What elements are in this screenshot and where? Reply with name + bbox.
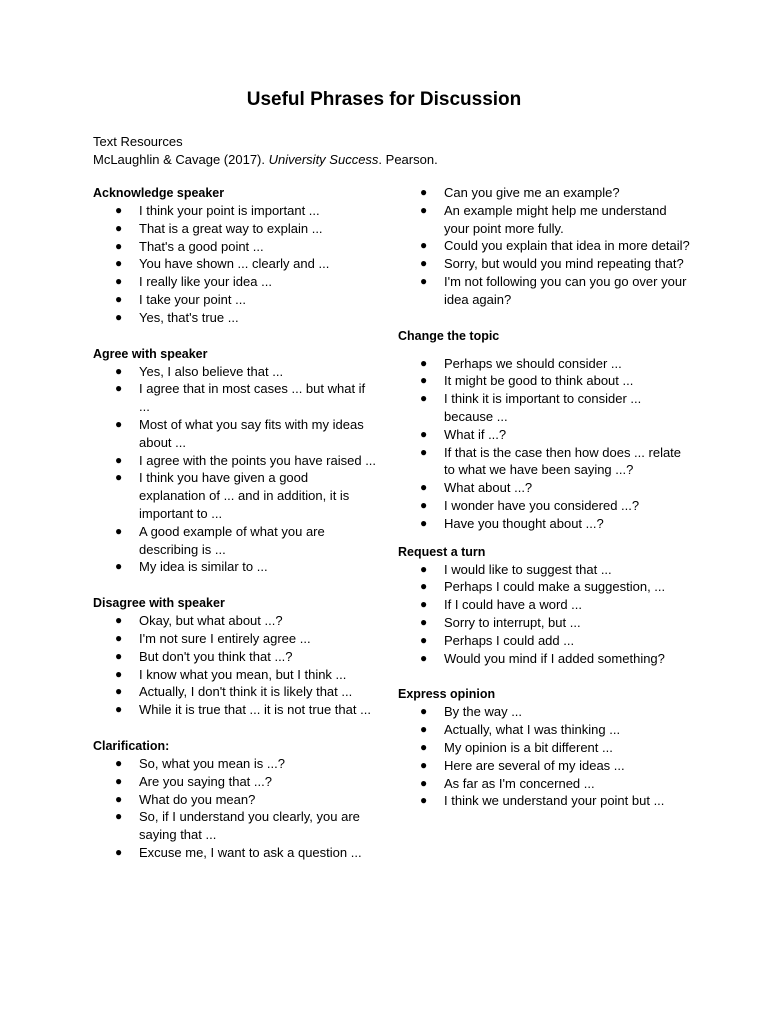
phrase-text: That's a good point ... [139,238,264,254]
bullet-icon: ● [420,739,428,754]
section-heading: Acknowledge speaker [93,185,225,200]
phrase-text: But don't you think that ...? [139,648,293,664]
list-item [398,757,693,775]
bullet-icon: ● [115,309,123,324]
bullet-icon: ● [115,452,123,467]
phrase-text: I know what you mean, but I think ... [139,666,347,682]
phrase-text: You have shown ... clearly and ... [139,256,330,272]
list-item [398,255,693,273]
list-item [93,309,378,327]
section-clarification [93,737,378,862]
phrase-text: Excuse me, I want to ask a question ... [139,844,362,860]
phrase-list [93,202,378,327]
section-heading: Express opinion [398,686,496,702]
phrase-text: Most of what you say fits with my ideas about ... [139,416,364,450]
bullet-icon: ● [115,684,123,699]
list-item [93,773,378,791]
phrase-text: I really like your idea ... [139,274,272,290]
bullet-icon: ● [420,444,428,459]
list-item [398,184,693,202]
bullet-icon: ● [420,515,428,530]
phrase-text: Actually, what I was thinking ... [444,722,621,738]
bullet-icon: ● [115,666,123,681]
bullet-icon: ● [115,203,123,217]
section-heading: Agree with speaker [93,345,208,361]
list-item [398,515,693,533]
phrase-list [398,561,693,668]
bullet-icon: ● [420,185,428,199]
list-item [398,237,693,255]
phrase-text: If I could have a word ... [444,597,583,613]
bullet-icon: ● [420,775,428,790]
list-item [398,355,693,373]
list-item [398,561,693,579]
section-change-the-topic [398,327,693,533]
reference-book-title: University Success [268,152,379,167]
list-item [398,632,693,650]
list-item [93,558,378,576]
bullet-icon: ● [420,238,428,253]
bullet-icon: ● [420,650,428,665]
phrase-text: I agree with the points you have raised ... [139,452,377,468]
page-title: Useful Phrases for Discussion [246,89,522,110]
list-item [93,648,378,666]
phrase-text: As far as I'm concerned ... [444,775,595,791]
bullet-icon: ● [115,559,123,574]
bullet-icon: ● [420,561,428,576]
section-express-opinion [398,685,693,810]
phrase-text: My opinion is a bit different ... [444,739,613,755]
bullet-icon: ● [420,355,428,370]
list-item [93,291,378,309]
bullet-icon: ● [420,793,428,808]
section-acknowledge-speaker [93,184,378,327]
list-item [93,273,378,291]
list-item [398,614,693,632]
phrase-text: Sorry, but would you mind repeating that? [444,256,684,272]
phrase-text: I take your point ... [139,291,246,307]
phrase-text: So, what you mean is ...? [139,755,285,771]
list-item [93,523,378,559]
bullet-icon: ● [115,523,123,538]
bullet-icon: ● [115,630,123,645]
phrase-text: I think we understand your point but ... [444,793,665,809]
phrase-text: It might be good to think about ... [444,373,634,389]
bullet-icon: ● [420,426,428,441]
section-heading: Clarification: [93,737,170,753]
list-item [93,612,378,630]
bullet-icon: ● [420,273,428,288]
resources-label: Text Resources [93,134,183,149]
list-item [93,238,378,256]
reference-prefix: McLaughlin & Cavage (2017). [93,152,269,167]
list-item [93,363,378,381]
phrase-text: Okay, but what about ...? [139,613,283,629]
phrase-text: Perhaps we should consider ... [444,355,622,371]
bullet-icon: ● [115,416,123,431]
phrase-text: Could you explain that idea in more detail? [444,238,690,254]
phrase-list [93,612,378,719]
phrase-text: By the way ... [444,704,523,720]
phrase-list [93,363,378,577]
list-item [398,444,693,480]
bullet-icon: ● [115,773,123,788]
bullet-icon: ● [115,702,123,717]
phrase-text: Perhaps I could make a suggestion, ... [444,579,666,595]
text-resources [93,133,438,169]
left-column [93,184,378,862]
bullet-icon: ● [420,722,428,737]
right-column [398,184,693,810]
phrase-text: Would you mind if I added something? [444,650,665,666]
list-item [93,469,378,522]
phrase-text: Are you saying that ...? [139,773,272,789]
list-item [93,630,378,648]
list-item [398,497,693,515]
bullet-icon: ● [420,202,428,217]
bullet-icon: ● [115,613,123,628]
list-item [93,755,378,773]
bullet-icon: ● [420,480,428,495]
section-agree-with-speaker [93,345,378,577]
section-request-a-turn [398,543,693,668]
phrase-text: Yes, I also believe that ... [139,363,284,379]
phrase-text: So, if I understand you clearly, you are saying that ... [139,809,360,843]
bullet-icon: ● [115,470,123,485]
bullet-icon: ● [420,373,428,388]
phrase-text: Here are several of my ideas ... [444,757,625,773]
phrase-text: That is a great way to explain ... [139,220,323,236]
list-item [398,426,693,444]
bullet-icon: ● [115,238,123,253]
section-heading: Change the topic [398,327,500,343]
list-item [398,202,693,238]
bullet-icon: ● [115,809,123,824]
phrase-text: I would like to suggest that ... [444,561,612,577]
bullet-icon: ● [420,757,428,772]
list-item [398,596,693,614]
phrase-text: An example might help me understand your point more fully. [444,202,667,236]
list-item [93,380,378,416]
phrase-text: While it is true that ... it is not true that ... [139,702,371,718]
bullet-icon: ● [115,220,123,235]
list-item [93,255,378,273]
section-heading: Disagree with speaker [93,595,225,611]
phrase-text: Have you thought about ...? [444,515,604,531]
bullet-icon: ● [115,381,123,396]
bullet-icon: ● [115,291,123,306]
bullet-icon: ● [115,844,123,859]
bullet-icon: ● [420,704,428,719]
bullet-icon: ● [420,497,428,512]
bullet-icon: ● [115,648,123,663]
bullet-icon: ● [115,274,123,289]
list-item [93,220,378,238]
phrase-text: Can you give me an example? [444,185,620,200]
list-item [93,683,378,701]
reference-suffix: . Pearson. [378,152,438,167]
bullet-icon: ● [115,256,123,271]
phrase-text: I think your point is important ... [139,203,320,218]
phrase-text: What about ...? [444,480,533,496]
phrase-text: I'm not sure I entirely agree ... [139,630,311,646]
section-heading: Request a turn [398,543,486,559]
bullet-icon: ● [420,614,428,629]
list-item [398,372,693,390]
bullet-icon: ● [420,256,428,271]
phrase-text: Perhaps I could add ... [444,632,575,648]
bullet-icon: ● [420,391,428,406]
phrase-text: Actually, I don't think it is likely that ... [139,684,353,700]
phrase-text: I agree that in most cases ... but what if ... [139,381,366,415]
section-disagree-with-speaker [93,594,378,719]
phrase-text: I wonder have you considered ...? [444,497,640,513]
bullet-icon: ● [420,632,428,647]
phrase-list [398,703,693,810]
phrase-text: I'm not following you can you go over your idea again? [444,273,687,307]
list-item [93,202,378,220]
list-item [93,808,378,844]
bullet-icon: ● [420,597,428,612]
phrase-text: A good example of what you are describing is ... [139,523,325,557]
phrase-text: My idea is similar to ... [139,559,268,575]
list-item [93,791,378,809]
list-item [398,650,693,668]
list-item [93,844,378,862]
list-item [93,452,378,470]
phrase-text: If that is the case then how does ... relate to what we have been saying ...? [444,444,682,478]
list-item [398,721,693,739]
list-item [398,792,693,810]
list-item [398,739,693,757]
list-item [398,775,693,793]
phrase-list [398,355,693,533]
reference-citation [93,151,438,169]
list-item [398,703,693,721]
phrase-text: What if ...? [444,426,507,442]
section-continued [398,184,693,309]
list-item [93,666,378,684]
phrase-list [398,184,693,309]
bullet-icon: ● [115,363,123,378]
phrase-text: I think you have given a good explanation of ... and in addition, it is important to ... [139,470,350,521]
bullet-icon: ● [420,579,428,594]
list-item [93,416,378,452]
list-item [398,578,693,596]
list-item [93,701,378,719]
list-item [398,273,693,309]
list-item [398,479,693,497]
phrase-text: Yes, that's true ... [139,309,239,325]
bullet-icon: ● [115,791,123,806]
bullet-icon: ● [115,755,123,770]
list-item [398,390,693,426]
phrase-text: I think it is important to consider ... because ... [444,391,642,424]
phrase-text: Sorry to interrupt, but ... [444,614,581,630]
phrase-text: What do you mean? [139,791,256,807]
phrase-list [93,755,378,862]
